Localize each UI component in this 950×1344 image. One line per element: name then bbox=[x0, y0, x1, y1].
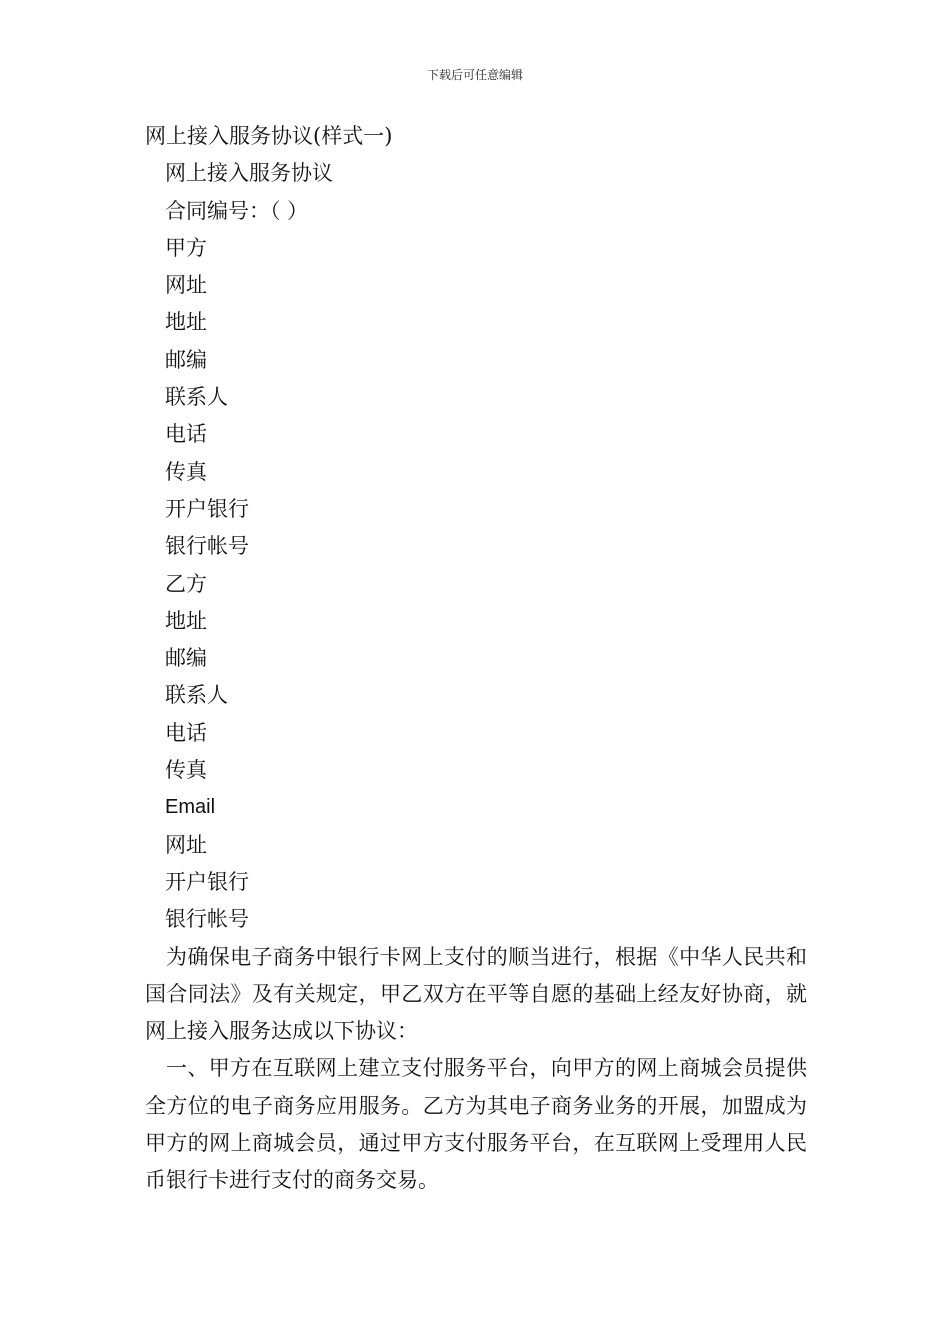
clause-1-paragraph: 一、甲方在互联网上建立支付服务平台，向甲方的网上商城会员提供全方位的电子商务应用服务。乙方为其电子商务业务的开展，加盟成为甲方的网上商城会员，通过甲方支付服务平台，在互联网上受理用人民币银行卡进行支付的商务交易。 bbox=[145, 1056, 807, 1193]
party-a-fax-field: 传真 bbox=[165, 459, 207, 484]
party-b-contact-field: 联系人 bbox=[165, 683, 228, 708]
party-b-account-field: 银行帐号 bbox=[165, 907, 249, 932]
party-b-fax-field: 传真 bbox=[165, 758, 207, 783]
party-a-label: 甲方 bbox=[165, 235, 207, 260]
header-note: 下载后可任意编辑 bbox=[426, 68, 523, 82]
party-b-postcode-field: 邮编 bbox=[165, 646, 207, 671]
party-a-bank-field: 开户银行 bbox=[165, 496, 249, 521]
agreement-heading: 网上接入服务协议 bbox=[165, 161, 333, 186]
party-a-address-field: 地址 bbox=[165, 310, 207, 335]
document-title: 网上接入服务协议(样式一) bbox=[145, 124, 393, 148]
party-b-email-field: Email bbox=[165, 796, 216, 819]
party-a-account-field: 银行帐号 bbox=[165, 534, 249, 559]
party-b-bank-field: 开户银行 bbox=[165, 869, 249, 894]
party-a-postcode-field: 邮编 bbox=[165, 347, 207, 372]
party-b-phone-field: 电话 bbox=[165, 720, 207, 745]
party-b-website-field: 网址 bbox=[165, 832, 207, 857]
party-a-contact-field: 联系人 bbox=[165, 385, 228, 410]
party-b-address-field: 地址 bbox=[165, 608, 207, 633]
party-a-website-field: 网址 bbox=[165, 273, 207, 298]
document-body bbox=[145, 118, 807, 1200]
party-a-phone-field: 电话 bbox=[165, 422, 207, 447]
preamble-paragraph: 为确保电子商务中银行卡网上支付的顺当进行，根据《中华人民共和国合同法》及有关规定，甲乙双方在平等自愿的基础上经友好协商，就网上接入服务达成以下协议： bbox=[145, 944, 807, 1044]
party-b-label: 乙方 bbox=[165, 571, 207, 596]
contract-number-field: 合同编号：（ ） bbox=[165, 198, 309, 223]
